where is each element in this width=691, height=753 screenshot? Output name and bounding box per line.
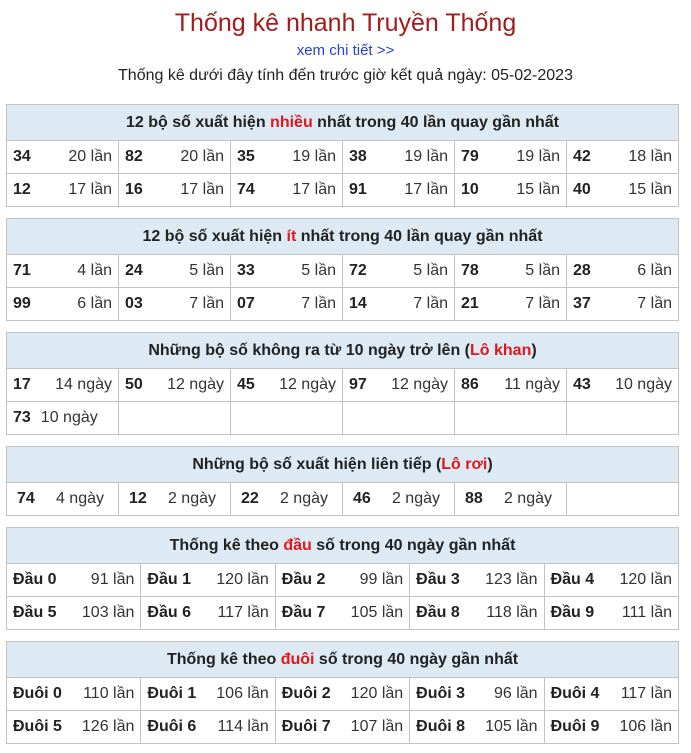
page-title: Thống kê nhanh Truyền Thống	[174, 9, 517, 37]
stat-cell: 38 19 lần	[343, 141, 455, 174]
stat-cell: Đuôi 8 105 lần	[410, 711, 544, 744]
stat-cell: Đuôi 7 107 lần	[275, 711, 409, 744]
lo-roi-table	[6, 446, 679, 516]
stat-cell: Đầu 9 111 lần	[544, 597, 678, 630]
stat-cell: 14 7 lần	[343, 288, 455, 321]
stat-cell: 91 17 lần	[343, 174, 455, 207]
stat-cell: 79 19 lần	[455, 141, 567, 174]
empty-cell	[231, 402, 343, 435]
empty-cell	[567, 483, 679, 516]
stat-cell: 24 5 lần	[119, 255, 231, 288]
stat-cell: 22 2 ngày	[231, 483, 343, 516]
stat-cell: Đuôi 4 117 lần	[544, 678, 678, 711]
stat-cell: 78 5 lần	[455, 255, 567, 288]
empty-cell	[119, 402, 231, 435]
stat-cell: Đầu 7 105 lần	[275, 597, 409, 630]
stat-cell: Đầu 1 120 lần	[141, 564, 275, 597]
stat-cell: 43 10 ngày	[567, 369, 679, 402]
stat-cell: 33 5 lần	[231, 255, 343, 288]
stat-cell: 34 20 lần	[7, 141, 119, 174]
stat-cell: 73 10 ngày	[7, 402, 119, 435]
stat-cell: 17 14 ngày	[7, 369, 119, 402]
empty-cell	[455, 402, 567, 435]
stat-cell: 45 12 ngày	[231, 369, 343, 402]
stat-cell: Đuôi 9 106 lần	[544, 711, 678, 744]
stat-cell: 82 20 lần	[119, 141, 231, 174]
stat-cell: 74 4 ngày	[7, 483, 119, 516]
stat-cell: 12 17 lần	[7, 174, 119, 207]
stat-cell: Đuôi 6 114 lần	[141, 711, 275, 744]
most-frequent-table	[6, 104, 679, 207]
stat-cell: Đuôi 5 126 lần	[7, 711, 141, 744]
stat-cell: 35 19 lần	[231, 141, 343, 174]
stat-cell: 37 7 lần	[567, 288, 679, 321]
stat-cell: Đầu 8 118 lần	[410, 597, 544, 630]
stat-cell: Đầu 3 123 lần	[410, 564, 544, 597]
lo-roi-heading: Những bộ số xuất hiện liên tiếp (Lô rơi)	[7, 447, 679, 483]
empty-cell	[343, 402, 455, 435]
stat-cell: 42 18 lần	[567, 141, 679, 174]
stat-cell: 50 12 ngày	[119, 369, 231, 402]
stat-cell: 03 7 lần	[119, 288, 231, 321]
stat-cell: Đuôi 2 120 lần	[275, 678, 409, 711]
dau-heading: Thống kê theo đầu số trong 40 ngày gần nhất	[7, 528, 679, 564]
lo-khan-table	[6, 332, 679, 435]
stat-cell: 72 5 lần	[343, 255, 455, 288]
stat-cell: 28 6 lần	[567, 255, 679, 288]
most-frequent-heading: 12 bộ số xuất hiện nhiều nhất trong 40 lần quay gần nhất	[7, 105, 679, 141]
stat-cell: 40 15 lần	[567, 174, 679, 207]
stat-cell: 46 2 ngày	[343, 483, 455, 516]
duoi-heading: Thống kê theo đuôi số trong 40 ngày gần nhất	[7, 642, 679, 678]
stat-cell: 88 2 ngày	[455, 483, 567, 516]
stat-cell: 12 2 ngày	[119, 483, 231, 516]
stat-cell: 97 12 ngày	[343, 369, 455, 402]
stat-cell: Đầu 2 99 lần	[275, 564, 409, 597]
duoi-table	[6, 641, 679, 744]
stat-cell: 86 11 ngày	[455, 369, 567, 402]
stat-cell: 99 6 lần	[7, 288, 119, 321]
stat-cell: 10 15 lần	[455, 174, 567, 207]
stat-cell: 74 17 lần	[231, 174, 343, 207]
stat-cell: 16 17 lần	[119, 174, 231, 207]
least-frequent-table	[6, 218, 679, 321]
stat-cell: Đầu 5 103 lần	[7, 597, 141, 630]
stat-cell: Đuôi 1 106 lần	[141, 678, 275, 711]
stat-cell: Đuôi 0 110 lần	[7, 678, 141, 711]
stat-cell: Đầu 6 117 lần	[141, 597, 275, 630]
detail-link[interactable]: xem chi tiết >>	[296, 42, 395, 59]
least-frequent-heading: 12 bộ số xuất hiện ít nhất trong 40 lần quay gần nhất	[7, 219, 679, 255]
date-note: Thống kê dưới đây tính đến trước giờ kết quả ngày: 05-02-2023	[118, 67, 573, 84]
stat-cell: 21 7 lần	[455, 288, 567, 321]
page-header	[0, 0, 691, 87]
stat-cell: Đầu 4 120 lần	[544, 564, 678, 597]
lo-khan-heading: Những bộ số không ra từ 10 ngày trở lên (Lô khan)	[7, 333, 679, 369]
stat-cell: Đầu 0 91 lần	[7, 564, 141, 597]
stat-cell: 07 7 lần	[231, 288, 343, 321]
dau-table	[6, 527, 679, 630]
stat-cell: 71 4 lần	[7, 255, 119, 288]
empty-cell	[567, 402, 679, 435]
stat-cell: Đuôi 3 96 lần	[410, 678, 544, 711]
